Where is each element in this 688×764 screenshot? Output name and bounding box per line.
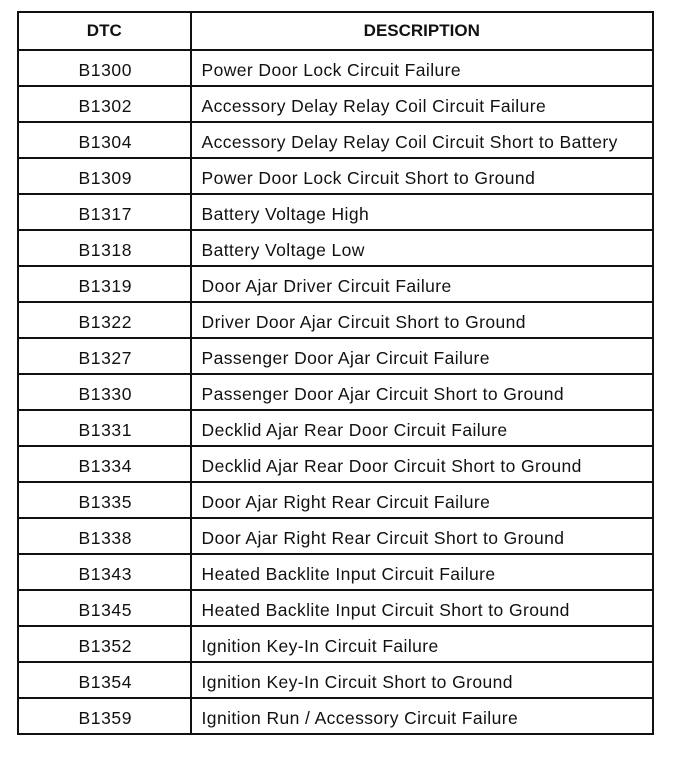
table-row [18, 158, 653, 194]
dtc-code: B1322 [18, 302, 191, 338]
table-header-row [18, 12, 653, 50]
dtc-code: B1300 [18, 50, 191, 86]
dtc-code: B1330 [18, 374, 191, 410]
header-dtc: DTC [18, 12, 191, 50]
dtc-description: Power Door Lock Circuit Failure [191, 50, 653, 86]
table-row [18, 86, 653, 122]
dtc-code: B1354 [18, 662, 191, 698]
dtc-description: Door Ajar Right Rear Circuit Failure [191, 482, 653, 518]
table-row [18, 374, 653, 410]
header-description: DESCRIPTION [191, 12, 653, 50]
table-row [18, 338, 653, 374]
table-row [18, 446, 653, 482]
table-row [18, 122, 653, 158]
table-row [18, 518, 653, 554]
dtc-description: Power Door Lock Circuit Short to Ground [191, 158, 653, 194]
dtc-table [17, 11, 654, 735]
table-row [18, 554, 653, 590]
table-row [18, 410, 653, 446]
dtc-description: Decklid Ajar Rear Door Circuit Short to Ground [191, 446, 653, 482]
dtc-code: B1345 [18, 590, 191, 626]
dtc-description: Heated Backlite Input Circuit Short to Ground [191, 590, 653, 626]
table-row [18, 266, 653, 302]
dtc-code: B1327 [18, 338, 191, 374]
table-row [18, 482, 653, 518]
dtc-description: Passenger Door Ajar Circuit Short to Ground [191, 374, 653, 410]
table-row [18, 50, 653, 86]
dtc-description: Ignition Key-In Circuit Failure [191, 626, 653, 662]
dtc-code: B1343 [18, 554, 191, 590]
table-row [18, 662, 653, 698]
table-row [18, 590, 653, 626]
dtc-code: B1317 [18, 194, 191, 230]
dtc-description: Battery Voltage High [191, 194, 653, 230]
dtc-description: Ignition Run / Accessory Circuit Failure [191, 698, 653, 734]
dtc-description: Door Ajar Driver Circuit Failure [191, 266, 653, 302]
table-row [18, 194, 653, 230]
table-row [18, 302, 653, 338]
dtc-code: B1352 [18, 626, 191, 662]
table-row [18, 698, 653, 734]
dtc-description: Ignition Key-In Circuit Short to Ground [191, 662, 653, 698]
dtc-code: B1338 [18, 518, 191, 554]
dtc-description: Battery Voltage Low [191, 230, 653, 266]
dtc-code: B1334 [18, 446, 191, 482]
dtc-description: Door Ajar Right Rear Circuit Short to Ground [191, 518, 653, 554]
dtc-description: Passenger Door Ajar Circuit Failure [191, 338, 653, 374]
dtc-description: Decklid Ajar Rear Door Circuit Failure [191, 410, 653, 446]
dtc-description: Accessory Delay Relay Coil Circuit Short to Battery [191, 122, 653, 158]
dtc-description: Accessory Delay Relay Coil Circuit Failure [191, 86, 653, 122]
dtc-code: B1331 [18, 410, 191, 446]
dtc-code: B1309 [18, 158, 191, 194]
table-row [18, 230, 653, 266]
dtc-code: B1318 [18, 230, 191, 266]
dtc-code: B1302 [18, 86, 191, 122]
dtc-description: Driver Door Ajar Circuit Short to Ground [191, 302, 653, 338]
dtc-code: B1304 [18, 122, 191, 158]
dtc-code: B1335 [18, 482, 191, 518]
dtc-code: B1319 [18, 266, 191, 302]
dtc-code: B1359 [18, 698, 191, 734]
dtc-description: Heated Backlite Input Circuit Failure [191, 554, 653, 590]
table-row [18, 626, 653, 662]
